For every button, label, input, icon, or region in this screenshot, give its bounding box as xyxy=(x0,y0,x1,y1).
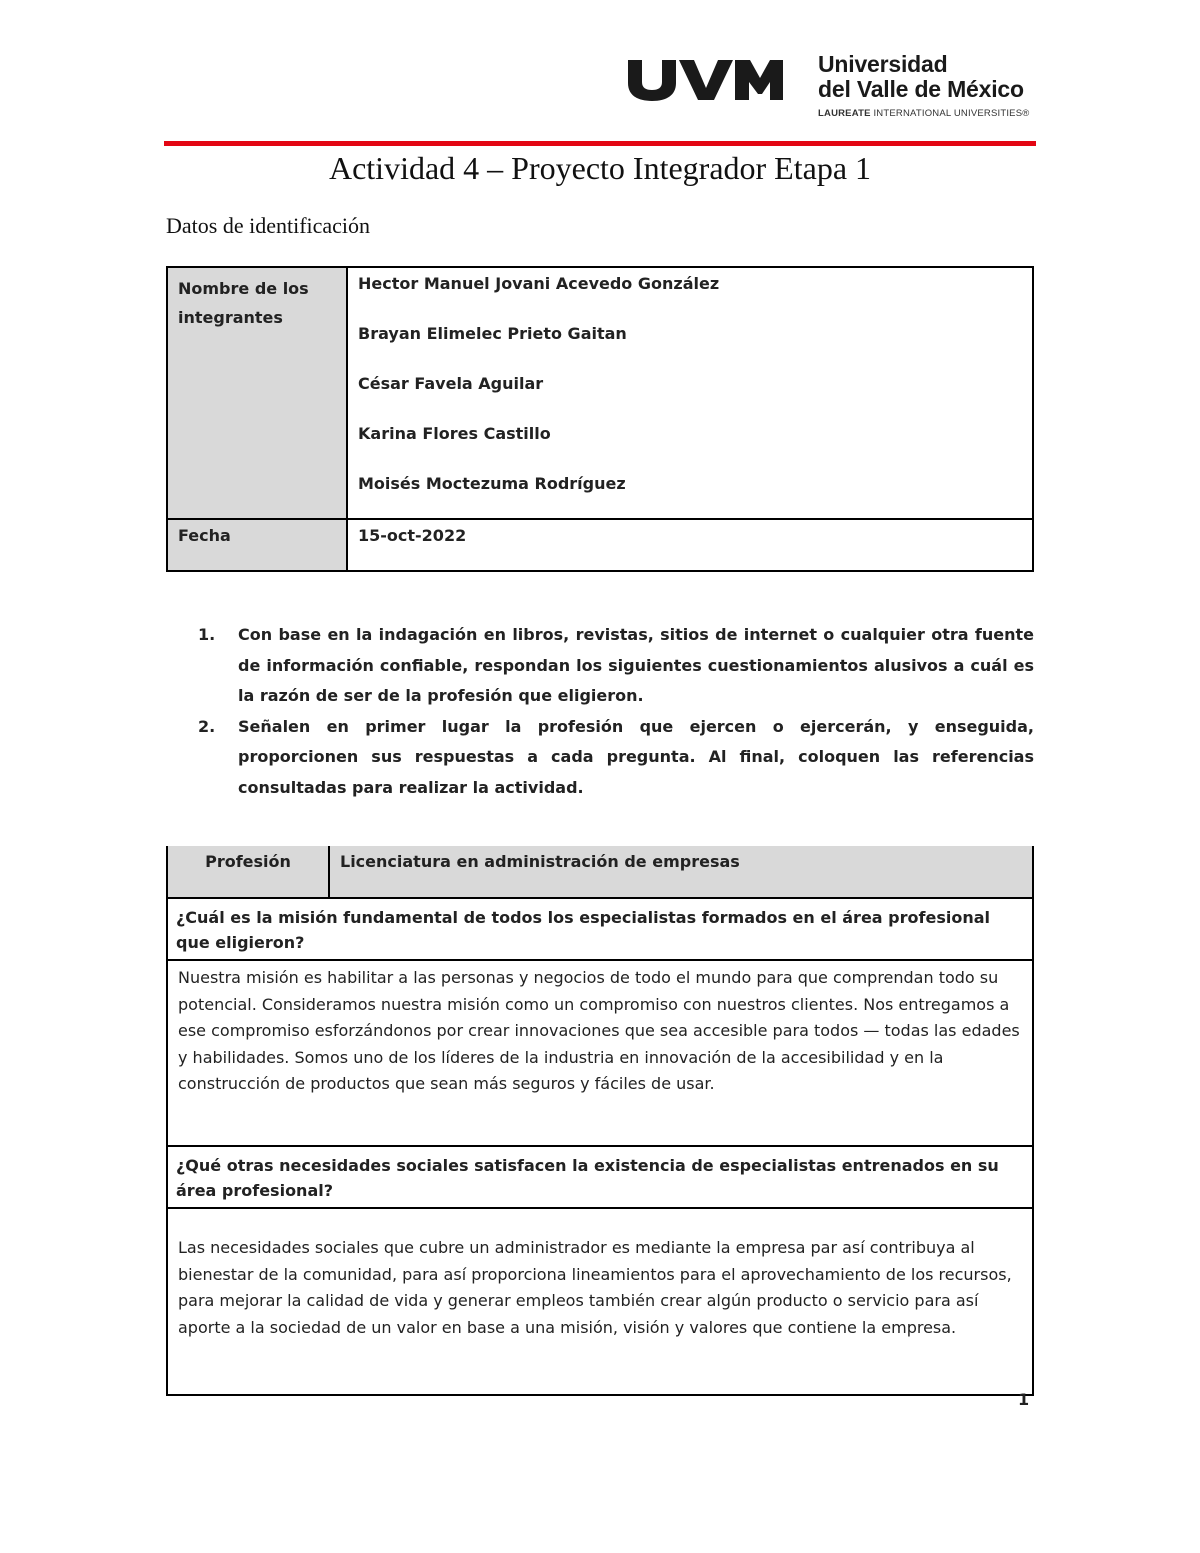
answer-row xyxy=(167,960,1033,1146)
member-name: Brayan Elimelec Prieto Gaitan xyxy=(358,324,627,343)
member-name: Moisés Moctezuma Rodríguez xyxy=(358,474,626,493)
uvm-logo xyxy=(624,51,1030,122)
section-title: Datos de identificación xyxy=(166,213,371,238)
logo-laureate-line: LAUREATE INTERNATIONAL UNIVERSITIES® xyxy=(818,108,1030,119)
instruction-item xyxy=(198,620,1034,712)
question-row xyxy=(167,898,1033,960)
instruction-text: Con base en la indagación en libros, revistas, sitios de internet o cualquier otra fuente de información confiable, respondan los siguientes cuestionamientos alusivos a cuál es la razón de ser de la profesión que eligieron. xyxy=(238,625,1034,705)
members-cell xyxy=(347,267,1033,519)
instructions-list xyxy=(198,620,1034,803)
question-row xyxy=(167,1146,1033,1208)
member-name: César Favela Aguilar xyxy=(358,374,544,393)
date-row xyxy=(167,519,1033,571)
profession-table xyxy=(166,846,1034,1396)
profession-value: Licenciatura en administración de empresas xyxy=(329,846,1033,898)
instruction-number: 2. xyxy=(198,716,216,736)
date-label: Fecha xyxy=(167,519,347,571)
instruction-text: Señalen en primer lugar la profesión que ejercen o ejercerán, y enseguida, proporcionen sus respuestas a cada pregunta. Al final, coloquen las referencias consultadas para realizar la actividad. xyxy=(238,716,1034,797)
document-title: Actividad 4 – Proyecto Integrador Etapa 1 xyxy=(328,150,872,186)
profession-row xyxy=(167,846,1033,898)
members-label: Nombre de los integrantes xyxy=(167,267,347,519)
header-red-rule xyxy=(164,141,1036,146)
instruction-item xyxy=(198,712,1034,804)
members-row xyxy=(167,267,1033,519)
instruction-number: 1. xyxy=(198,625,216,644)
member-name: Karina Flores Castillo xyxy=(358,424,551,443)
answer-2: Las necesidades sociales que cubre un administrador es mediante la empresa par así contribuya al bienestar de la comunidad, para así proporciona lineamientos para el aprovechamiento de los recursos, para mejorar la calidad de vida y generar empleos también crear algún producto o servicio para así aporte a la sociedad de un valor en base a una misión, visión y valores que contiene la empresa. xyxy=(167,1208,1033,1395)
question-2: ¿Qué otras necesidades sociales satisfacen la existencia de especialistas entrenados en su área profesional? xyxy=(167,1146,1033,1208)
question-1: ¿Cuál es la misión fundamental de todos los especialistas formados en el área profesional que eligieron? xyxy=(167,898,1033,960)
page-number: 1 xyxy=(1018,1390,1030,1409)
logo-university-line: Universidad xyxy=(818,51,948,77)
answer-row xyxy=(167,1208,1033,1395)
member-name: Hector Manuel Jovani Acevedo González xyxy=(358,274,720,293)
date-value: 15-oct-2022 xyxy=(347,519,1033,571)
answer-1: Nuestra misión es habilitar a las personas y negocios de todo el mundo para que comprendan todo su potencial. Consideramos nuestra misión como un compromiso con nuestros clientes. Nos entregamos a ese compromiso esforzándonos por crear innovaciones que sea accesible para todos — todas las edades y habilidades. Somos uno de los líderes de la industria en innovación de la accesibilidad y en la construcción de productos que sean más seguros y fáciles de usar. xyxy=(167,960,1033,1146)
profession-label: Profesión xyxy=(167,846,329,898)
identification-table xyxy=(166,266,1034,572)
uvm-logo-text xyxy=(818,52,1029,119)
uvm-logo-mark xyxy=(624,52,784,102)
logo-valle-line: del Valle de México xyxy=(818,76,1024,102)
